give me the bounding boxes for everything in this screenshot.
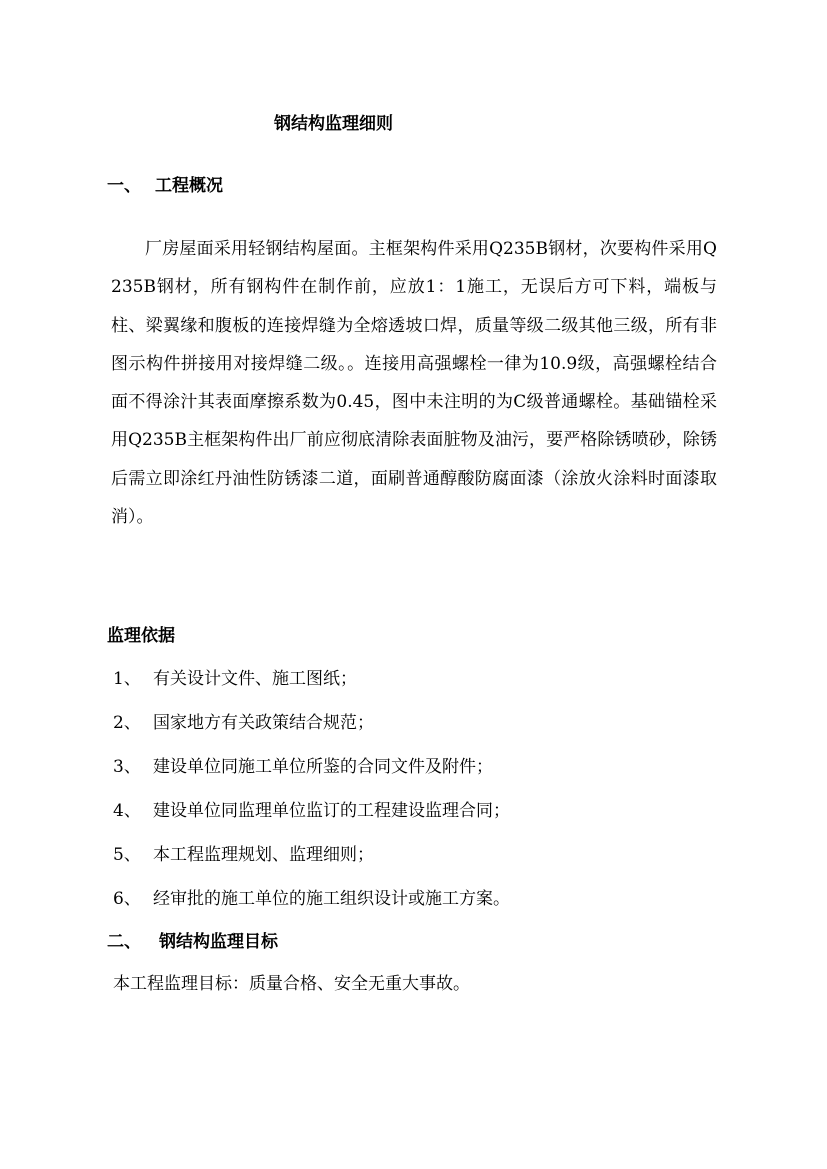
list-item-text: 本工程监理规划、监理细则；	[153, 845, 374, 865]
list-item-index: 2、	[113, 713, 141, 733]
list-item	[113, 756, 733, 800]
section-number: 二、	[107, 932, 141, 952]
list-item-index: 6、	[113, 889, 141, 909]
list-item-text: 建设单位同施工单位所鉴的合同文件及附件；	[153, 757, 493, 777]
overview-paragraph: 厂房屋面采用轻钢结构屋面。主框架构件采用Q235B钢材，次要构件采用Q235B钢材，所有钢构件在制作前，应放1：1施工，无误后方可下料，端板与柱、梁翼缘和腹板的连接焊缝为全熔透坡口焊，质量等级二级其他三级，所有非图示构件拼接用对接焊缝二级。。连接用高强螺栓一律为10.9级，高强螺栓结合面不得涂汁其表面摩擦系数为0.45，图中未注明的为C级普通螺栓。基础锚栓采用Q235B主框架构件出厂前应彻底清除表面脏物及油污，要严格除锈喷砂，除锈后需立即涂红丹油性防锈漆二道，面刷普通醇酸防腐面漆（涂放火涂料时面漆取消）。	[111, 239, 717, 528]
section-heading-target	[107, 930, 278, 954]
list-item-text: 经审批的施工单位的施工组织设计或施工方案。	[153, 889, 510, 909]
list-item-text: 有关设计文件、施工图纸；	[153, 669, 357, 689]
list-item-index: 1、	[113, 669, 141, 689]
basis-list	[113, 668, 733, 932]
list-item-index: 3、	[113, 757, 141, 777]
section-heading-overview	[107, 174, 223, 198]
section-number: 一、	[107, 176, 141, 196]
basis-heading: 监理依据	[107, 626, 175, 646]
list-item-text: 建设单位同监理单位监订的工程建设监理合同；	[153, 801, 510, 821]
list-item	[113, 800, 733, 844]
list-item-index: 5、	[113, 845, 141, 865]
list-item	[113, 668, 733, 712]
list-item	[113, 844, 733, 888]
section-heading-text: 钢结构监理目标	[159, 932, 278, 952]
list-item	[113, 888, 733, 932]
target-text: 本工程监理目标：质量合格、安全无重大事故。	[113, 974, 470, 994]
section-heading-text: 工程概况	[155, 176, 223, 196]
document-title: 钢结构监理细则	[274, 114, 393, 134]
list-item	[113, 712, 733, 756]
list-item-text: 国家地方有关政策结合规范；	[153, 713, 374, 733]
list-item-index: 4、	[113, 801, 141, 821]
